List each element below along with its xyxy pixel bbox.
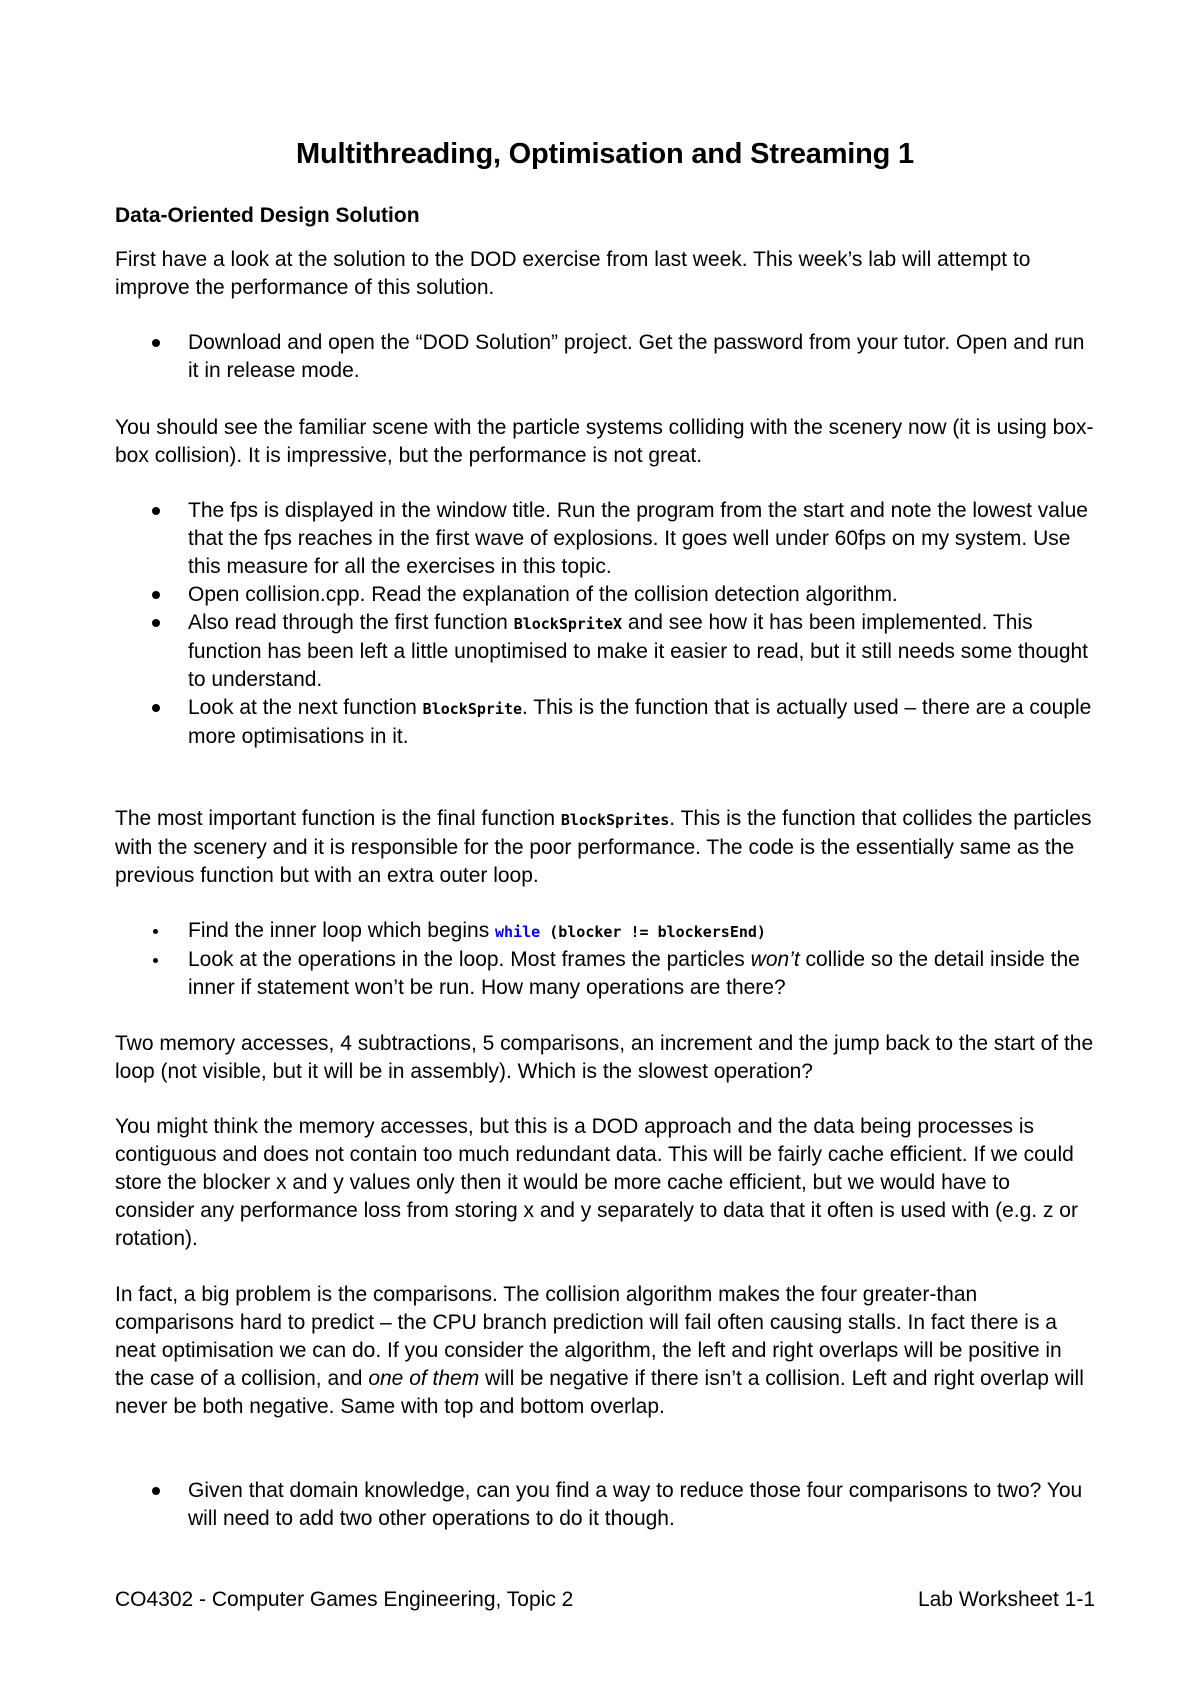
bullet-icon [153,958,158,963]
paragraph-text: In fact, a big problem is the comparisons. The collision algorithm makes the four greater-than comparisons hard to predict – the CPU branch prediction will fail often causing stalls. In fact there is a neat optimisation we can do. If you consider the algorithm, the left and right overlaps will be positive in the case of a collision, and [115,1283,1062,1390]
list-item-text: Also read through the first function [188,611,514,634]
list-item-text: collide so the detail inside the inner if statement won’t be run. How many operations are there? [188,948,1080,999]
list-item [115,581,1095,609]
list-item-text: Given that domain knowledge, can you find a way to reduce those four comparisons to two? You will need to add two other operations to do it though. [188,1479,1083,1530]
list-item [115,497,1095,581]
list-item [115,694,1095,751]
paragraph-text: . This is the function that collides the particles with the scenery and it is responsible for the poor performance. The code is the essentially same as the previous function but with an extra outer loop. [115,807,1092,887]
list-item [115,1477,1095,1533]
code-loop-condition: (blocker != blockersEnd) [540,923,766,941]
list-item-text: Find the inner loop which begins [188,919,496,942]
list-item-text: The fps is displayed in the window title. Run the program from the start and note the lowest value that the fps reaches in the first wave of explosions. It goes well under 60fps on my system. Use this measure for all the exercises in this topic. [188,499,1088,578]
list-item-text: . This is the function that is actually used – there are a couple more optimisations in it. [188,696,1092,748]
list-item-text: and see how it has been implemented. This function has been left a little unoptimised to make it easier to read, but it still needs some thought to understand. [188,611,1089,691]
list-item-text: Download and open the “DOD Solution” project. Get the password from your tutor. Open and run it in release mode. [188,331,1085,382]
paragraph-scene: You should see the familiar scene with the particle systems colliding with the scenery now (it is using box-box collision). It is impressive, but the performance is not great. [115,416,1094,467]
paragraph-text: will be negative if there isn’t a collision. Left and right overlap will never be both negative. Same with top and bottom overlap. [115,1367,1084,1418]
bullet-list-3 [115,917,1095,1002]
list-item-text: Look at the operations in the loop. Most frames the particles [188,948,751,971]
bullet-icon [153,929,158,934]
list-item [115,946,1095,1002]
section-heading: Data-Oriented Design Solution [115,204,420,227]
paragraph-important-function [115,805,1095,890]
bullet-icon [152,704,160,712]
paragraph-operations: Two memory accesses, 4 subtractions, 5 comparisons, an increment and the jump back to the start of the loop (not visible, but it will be in assembly). Which is the slowest operation? [115,1032,1094,1083]
list-item [115,609,1095,694]
bullet-icon [152,339,160,347]
bullet-list-2 [115,497,1095,751]
list-item-text: Open collision.cpp. Read the explanation of the collision detection algorithm. [188,583,898,606]
footer-course: CO4302 - Computer Games Engineering, Topic 2 [115,1588,574,1611]
page-title: Multithreading, Optimisation and Streaming 1 [296,138,914,170]
bullet-icon [152,1487,160,1495]
intro-paragraph: First have a look at the solution to the DOD exercise from last week. This week’s lab will attempt to improve the performance of this solution. [115,248,1031,299]
list-item-text: Look at the next function [188,696,423,719]
list-item [115,329,1095,385]
code-blockspritex: BlockSpriteX [513,615,623,633]
footer-worksheet: Lab Worksheet 1-1 [917,1588,1095,1611]
code-blocksprites: BlockSprites [560,811,670,829]
emphasis-text: won’t [750,948,800,971]
list-item [115,917,1095,946]
bullet-list-4 [115,1477,1095,1533]
bullet-list-1 [115,329,1095,385]
paragraph-comparisons [115,1281,1095,1421]
bullet-icon [152,619,160,627]
code-blocksprite: BlockSprite [422,700,523,718]
code-keyword-while: while [495,923,541,941]
emphasis-text: one of them [368,1367,480,1390]
paragraph-text: The most important function is the final function [115,807,561,830]
bullet-icon [152,507,160,515]
bullet-icon [152,591,160,599]
paragraph-memory: You might think the memory accesses, but this is a DOD approach and the data being processes is contiguous and does not contain too much redundant data. This will be fairly cache efficient. If we could store the blocker x and y values only then it would be more cache efficient, but we would have to consider any performance loss from storing x and y separately to data that it often is used with (e.g. z or rotation). [115,1115,1078,1250]
